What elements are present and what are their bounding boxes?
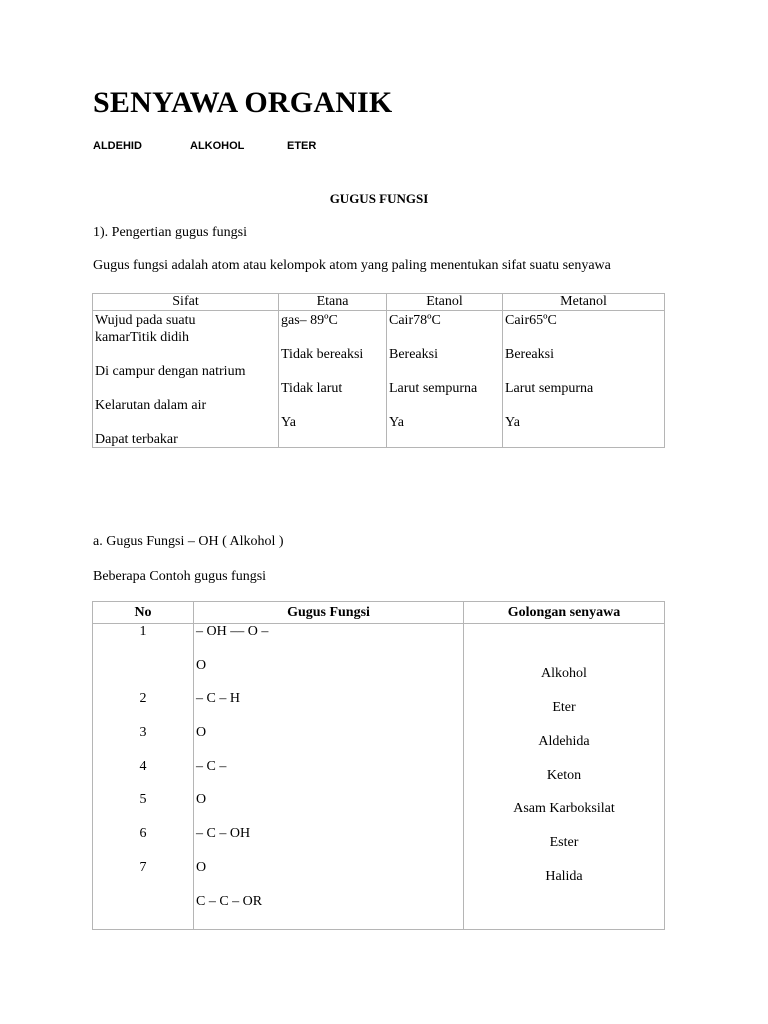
properties-table: [92, 293, 665, 448]
metanol-value: Cair65ºC: [505, 313, 557, 328]
gugus-line: – C – OH: [196, 826, 251, 841]
row-number: 1: [139, 624, 147, 639]
sifat-line: kamarTitik didih: [95, 330, 189, 345]
golongan-item: Aldehida: [538, 734, 590, 749]
table-row: [93, 624, 665, 930]
golongan-cell: [464, 624, 665, 930]
row-number: 4: [139, 759, 147, 774]
metanol-value: Larut sempurna: [505, 381, 594, 396]
gugus-line: C – C – OR: [196, 894, 263, 909]
table-row: [93, 311, 665, 448]
metanol-value: Bereaksi: [505, 347, 554, 362]
header-etanol: Etanol: [387, 294, 503, 311]
gugus-line: O: [196, 792, 207, 807]
etana-cell: [279, 311, 387, 448]
functional-groups-table: [92, 601, 665, 930]
golongan-item: Asam Karboksilat: [513, 801, 615, 816]
sifat-line: Dapat terbakar: [95, 432, 178, 447]
tag-eter: ETER: [287, 140, 317, 152]
golongan-item: Alkohol: [541, 666, 587, 681]
sifat-line: Di campur dengan natrium: [95, 364, 246, 379]
row-number: 2: [139, 691, 147, 706]
header-golongan: Golongan senyawa: [464, 602, 665, 624]
etanol-value: Bereaksi: [389, 347, 438, 362]
sifat-line: Kelarutan dalam air: [95, 398, 207, 413]
etanol-cell: [387, 311, 503, 448]
subheading-alkohol: a. Gugus Fungsi – OH ( Alkohol ): [93, 534, 284, 549]
gugus-line: O: [196, 658, 207, 673]
sifat-cell: [93, 311, 279, 448]
row-number: 3: [139, 725, 147, 740]
header-metanol: Metanol: [503, 294, 665, 311]
etanol-value: Ya: [389, 415, 404, 430]
tag-aldehid: ALDEHID: [93, 140, 142, 152]
row-number: 6: [139, 826, 147, 841]
sifat-line: Wujud pada suatu: [95, 313, 196, 328]
row-number: 5: [139, 792, 147, 807]
header-no: No: [93, 602, 194, 624]
etana-value: Ya: [281, 415, 296, 430]
metanol-cell: [503, 311, 665, 448]
section-heading: GUGUS FUNGSI: [329, 191, 429, 206]
etana-value: gas– 89ºC: [281, 313, 338, 328]
gugus-line: O: [196, 725, 207, 740]
etana-value: Tidak larut: [281, 381, 343, 396]
golongan-item: Ester: [549, 835, 579, 850]
gugus-cell: [194, 624, 464, 930]
row-number: 7: [139, 860, 147, 875]
point-1: 1). Pengertian gugus fungsi: [93, 225, 247, 240]
header-sifat: Sifat: [93, 294, 279, 311]
etana-value: Tidak bereaksi: [281, 347, 364, 362]
golongan-item: Eter: [552, 700, 576, 715]
header-etana: Etana: [279, 294, 387, 311]
no-cell: [93, 624, 194, 930]
gugus-line: – C – H: [196, 691, 240, 706]
examples-label: Beberapa Contoh gugus fungsi: [93, 569, 267, 584]
definition-text: Gugus fungsi adalah atom atau kelompok atom yang paling menentukan sifat suatu senyawa: [93, 258, 611, 273]
golongan-item: Halida: [545, 869, 583, 884]
tag-alkohol: ALKOHOL: [190, 140, 245, 152]
etanol-value: Larut sempurna: [389, 381, 478, 396]
etanol-value: Cair78ºC: [389, 313, 441, 328]
page-title: SENYAWA ORGANIK: [93, 86, 393, 119]
gugus-line: – C –: [196, 759, 227, 774]
golongan-item: Keton: [546, 768, 582, 783]
metanol-value: Ya: [505, 415, 520, 430]
header-gugus-fungsi: Gugus Fungsi: [194, 602, 464, 624]
gugus-line: – OH –– O –: [196, 624, 269, 639]
gugus-line: O: [196, 860, 207, 875]
